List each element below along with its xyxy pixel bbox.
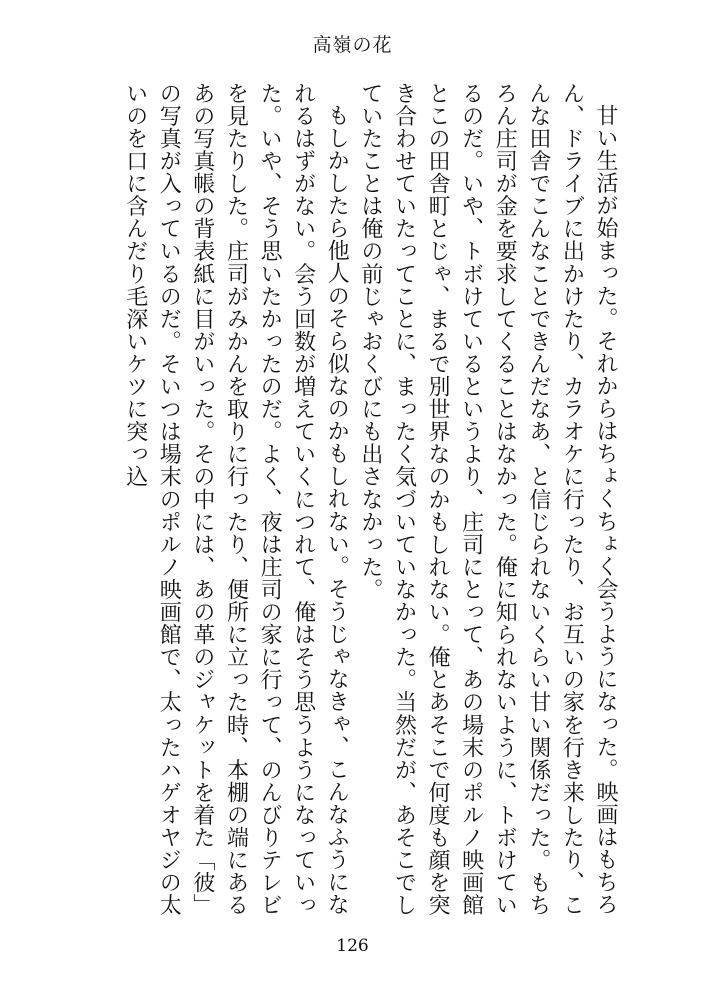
paragraph-1: 甘い生活が始まった。それからはちょくちょく会うようになった。映画はもちろん、ドライブに出かけたり、カラオケに行ったり、お互いの家を行き来したり、こんな田舎でこんなことできんだなあ、と信じられないくらい甘い関係だった。もちろん庄司が金を要求してくることはなかった。俺に知られないように、トボけているのだ。いや、トボけているというより、庄司にとって、あの場末のポルノ映画館とこの田舎町とじゃ、まるで別世界なのかもしれない。俺とあそこで何度も顔を突き合わせていたってことに、まったく気づいていなかった。当然だが、あそこでしていたことは俺の前じゃおくびにも出さなかった。 — [357, 82, 618, 917]
body-text — [82, 82, 622, 920]
paragraph-2: もしかしたら他人のそら似なのかもしれない。そうじゃなきゃ、こんなふうになれるはずがない。会う回数が増えていくにつれて、俺はそう思うようになっていった。いや、そう思いたかったのだ。よく、夜は庄司の家に行って、のんびりテレビを見たりした。庄司がみかんを取りに行ったり、便所に立った時、本棚の端にあるあの写真帳の背表紙に目がいった。その中には、あの革のジャケットを着た「彼」の写真が入っているのだ。そいつは場末のポルノ映画館で、太ったハゲオヤジの太いのを口に含んだり毛深いケツに突っ込 — [122, 82, 350, 917]
page-number: 126 — [336, 936, 369, 956]
running-head-title: 高嶺の花 — [312, 34, 393, 56]
